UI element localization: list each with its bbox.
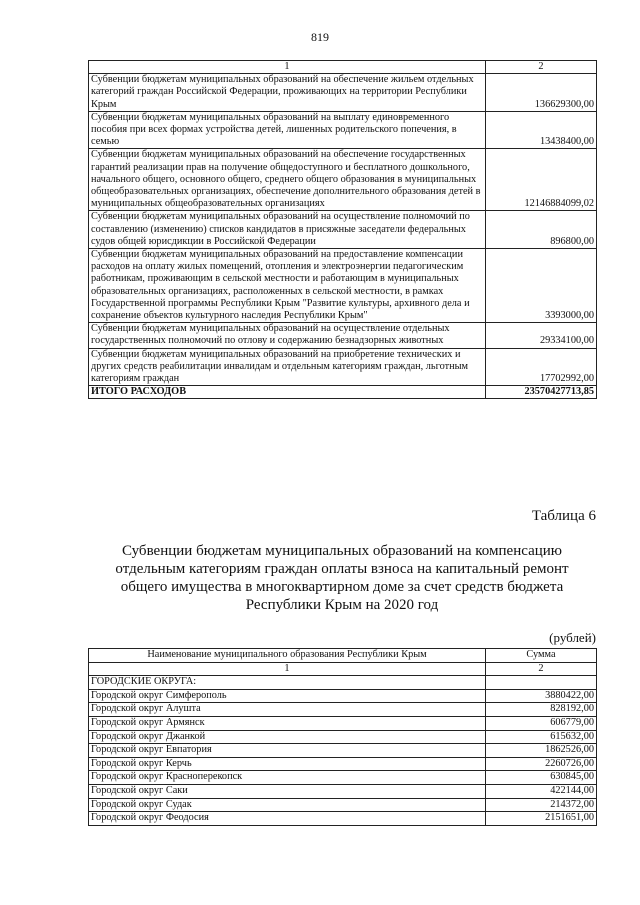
section-amount-empty [486,676,597,690]
row-amount: 3880422,00 [486,689,597,703]
column-number-row [89,662,597,676]
row-amount: 13438400,00 [486,111,597,149]
row-name: Субвенции бюджетам муниципальных образований на предоставление компенсации расходов на оплату жилых помещений, отопления и электроэнергии педагогическим работникам, проживающим в сельской местности и работающим в муниципальных образовательных организациях, расположенных в сельской местности, в рамках Государственной программы Республики Крым "Развитие культуры, архивного дела и сохранение объектов культурного наследия Республики Крым" [89,249,486,323]
row-name: Городской округ Евпатория [89,744,486,758]
table-row [89,744,597,758]
header-row [89,649,597,663]
table-row [89,730,597,744]
column-number-1: 1 [89,61,486,74]
header-sum: Сумма [486,649,597,663]
row-amount: 828192,00 [486,703,597,717]
total-label: ИТОГО РАСХОДОВ [89,386,486,399]
row-name: Городской округ Армянск [89,716,486,730]
row-amount: 606779,00 [486,716,597,730]
row-amount: 136629300,00 [486,74,597,112]
unit-note: (рублей) [549,630,596,645]
column-number-row [89,61,597,74]
table-row [89,689,597,703]
row-amount: 2151651,00 [486,812,597,826]
column-number-1: 1 [89,662,486,676]
row-amount: 422144,00 [486,784,597,798]
row-amount: 896800,00 [486,211,597,249]
table-title: Субвенции бюджетам муниципальных образований на компенсацию отдельным категориям граждан оплаты взноса на капитальный ремонт общего имущества в многоквартирном доме за счет средств бюджета Республики Крым на 2020 год [115,543,569,613]
header-name: Наименование муниципального образования Республики Крым [89,649,486,663]
section-row [89,676,597,690]
table-row [89,111,597,149]
row-amount: 2260726,00 [486,757,597,771]
row-name: Городской округ Красноперекопск [89,771,486,785]
row-name: Городской округ Керчь [89,757,486,771]
subventions-table-continued [88,60,597,399]
row-name: Субвенции бюджетам муниципальных образований на осуществление полномочий по составлению (изменению) списков кандидатов в присяжные заседатели федеральных судов общей юрисдикции в Российской Федерации [89,211,486,249]
column-number-2: 2 [486,662,597,676]
table-row [89,812,597,826]
row-amount: 12146884099,02 [486,149,597,211]
column-number-2: 2 [486,61,597,74]
row-amount: 214372,00 [486,798,597,812]
row-amount: 17702992,00 [486,348,597,386]
table-row [89,771,597,785]
table-row [89,798,597,812]
table-row [89,348,597,386]
table-number-label: Таблица 6 [531,508,596,524]
row-name: Городской округ Симферополь [89,689,486,703]
row-name: Субвенции бюджетам муниципальных образований на обеспечение государственных гарантий реализации прав на получение общедоступного и бесплатного дошкольного, начального общего, основного общего, среднего общего образования в муниципальных общеобразовательных организациях, обеспечение дополнительного образования детей в муниципальных общеобразовательных организациях [89,149,486,211]
table-row [89,249,597,323]
table-row [89,757,597,771]
row-name: Субвенции бюджетам муниципальных образований на приобретение технических и других средств реабилитации инвалидам и отдельным категориям граждан, льготным категориям граждан [89,348,486,386]
row-name: Городской округ Судак [89,798,486,812]
table-row [89,784,597,798]
row-amount: 630845,00 [486,771,597,785]
row-name: Субвенции бюджетам муниципальных образований на осуществление отдельных государственных полномочий по отлову и содержанию безнадзорных животных [89,323,486,348]
table-row [89,703,597,717]
row-amount: 615632,00 [486,730,597,744]
page-number: 819 [311,30,329,44]
row-amount: 3393000,00 [486,249,597,323]
row-name: Городской округ Джанкой [89,730,486,744]
total-row [89,386,597,399]
section-label: ГОРОДСКИЕ ОКРУГА: [89,676,486,690]
compensation-table [88,648,597,826]
table-row [89,149,597,211]
table-row [89,323,597,348]
row-name: Городской округ Алушта [89,703,486,717]
table-row [89,211,597,249]
table-row [89,716,597,730]
row-name: Субвенции бюджетам муниципальных образований на выплату единовременного пособия при всех формах устройства детей, лишенных родительского попечения, в семью [89,111,486,149]
table-row [89,74,597,112]
row-amount: 1862526,00 [486,744,597,758]
row-name: Городской округ Саки [89,784,486,798]
row-name: Субвенции бюджетам муниципальных образований на обеспечение жильем отдельных категорий граждан Российской Федерации, проживающих на территории Республики Крым [89,74,486,112]
row-amount: 29334100,00 [486,323,597,348]
row-name: Городской округ Феодосия [89,812,486,826]
total-amount: 23570427713,85 [486,386,597,399]
